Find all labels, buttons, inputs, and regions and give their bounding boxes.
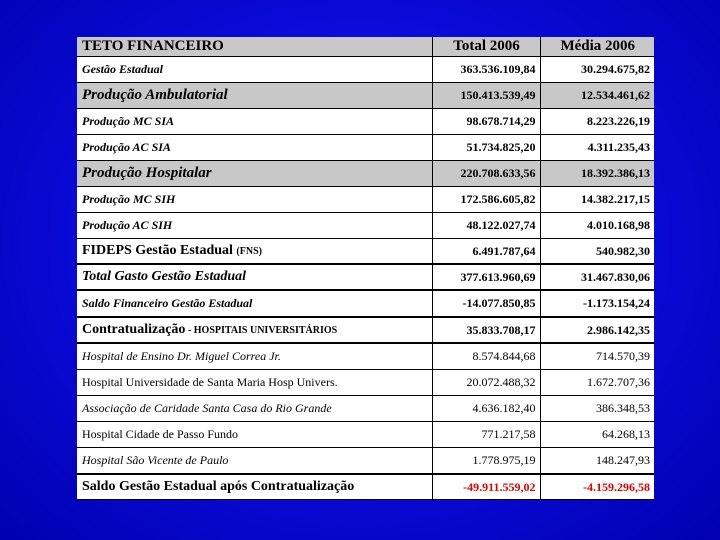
row-gestao-estadual — [77, 57, 654, 83]
row-label — [77, 317, 432, 343]
row-total: 98.678.714,29 — [432, 109, 540, 135]
row-media: 31.467.830,06 — [540, 264, 654, 290]
financial-table-sheet — [77, 37, 654, 500]
row-producao-mc-sia — [77, 109, 654, 135]
row-total: -49.911.559,02 — [432, 474, 540, 500]
row-media: 4.010.168,98 — [540, 213, 654, 239]
row-label: Produção Hospitalar — [77, 161, 432, 187]
row-contratualizacao — [77, 317, 654, 343]
row-saldo-financeiro — [77, 290, 654, 317]
row-total: 20.072.488,32 — [432, 370, 540, 396]
row-label: Saldo Gestão Estadual após Contratualização — [77, 474, 432, 500]
row-producao-ac-sia — [77, 135, 654, 161]
row-hospital — [77, 343, 654, 370]
row-label-suffix: - HOSPITAIS UNIVERSITÁRIOS — [185, 325, 338, 336]
row-label-suffix: (FNS) — [236, 246, 262, 257]
row-media: 2.986.142,35 — [540, 317, 654, 343]
row-total: 363.536.109,84 — [432, 57, 540, 83]
row-label: Saldo Financeiro Gestão Estadual — [77, 290, 432, 317]
row-hospital — [77, 422, 654, 448]
row-total: 172.586.605,82 — [432, 187, 540, 213]
row-saldo-apos-contratualizacao — [77, 474, 654, 500]
row-label: Hospital Universidade de Santa Maria Hosp Univers. — [77, 370, 432, 396]
row-label: Produção AC SIH — [77, 213, 432, 239]
row-hospital — [77, 396, 654, 422]
row-label-text: FIDEPS Gestão Estadual — [82, 243, 233, 258]
row-producao-hospitalar — [77, 161, 654, 187]
row-label: Total Gasto Gestão Estadual — [77, 264, 432, 290]
row-label: Hospital Cidade de Passo Fundo — [77, 422, 432, 448]
header-media-2006: Média 2006 — [540, 37, 654, 57]
header-title: TETO FINANCEIRO — [77, 37, 432, 57]
row-media: 148.247,93 — [540, 448, 654, 475]
row-media: 8.223.226,19 — [540, 109, 654, 135]
row-label: Hospital São Vicente de Paulo — [77, 448, 432, 475]
row-media: -1.173.154,24 — [540, 290, 654, 317]
row-media: 4.311.235,43 — [540, 135, 654, 161]
row-hospital — [77, 448, 654, 475]
row-total: 6.491.787,64 — [432, 239, 540, 265]
row-label: Produção MC SIH — [77, 187, 432, 213]
row-total: 377.613.960,69 — [432, 264, 540, 290]
financial-table — [77, 37, 654, 500]
row-producao-ambulatorial — [77, 83, 654, 109]
row-total: 220.708.633,56 — [432, 161, 540, 187]
row-total-gasto — [77, 264, 654, 290]
row-media: 30.294.675,82 — [540, 57, 654, 83]
row-media: -4.159.296,58 — [540, 474, 654, 500]
row-label: Produção MC SIA — [77, 109, 432, 135]
row-media: 18.392.386,13 — [540, 161, 654, 187]
header-total-2006: Total 2006 — [432, 37, 540, 57]
table-header-row — [77, 37, 654, 57]
row-total: 48.122.027,74 — [432, 213, 540, 239]
row-hospital — [77, 370, 654, 396]
row-media: 14.382.217,15 — [540, 187, 654, 213]
row-media: 64.268,13 — [540, 422, 654, 448]
row-media: 714.570,39 — [540, 343, 654, 370]
row-total: 4.636.182,40 — [432, 396, 540, 422]
row-total: 150.413.539,49 — [432, 83, 540, 109]
row-label: Hospital de Ensino Dr. Miguel Correa Jr. — [77, 343, 432, 370]
row-total: 35.833.708,17 — [432, 317, 540, 343]
row-fideps — [77, 239, 654, 265]
row-media: 1.672.707,36 — [540, 370, 654, 396]
row-label-text: Contratualização — [82, 322, 186, 337]
row-total: 771.217,58 — [432, 422, 540, 448]
row-media: 540.982,30 — [540, 239, 654, 265]
row-label — [77, 239, 432, 265]
row-total: -14.077.850,85 — [432, 290, 540, 317]
row-label: Gestão Estadual — [77, 57, 432, 83]
row-total: 1.778.975,19 — [432, 448, 540, 475]
row-producao-ac-sih — [77, 213, 654, 239]
row-label: Produção Ambulatorial — [77, 83, 432, 109]
row-label: Associação de Caridade Santa Casa do Rio Grande — [77, 396, 432, 422]
row-label: Produção AC SIA — [77, 135, 432, 161]
row-total: 51.734.825,20 — [432, 135, 540, 161]
row-producao-mc-sih — [77, 187, 654, 213]
row-total: 8.574.844,68 — [432, 343, 540, 370]
row-media: 386.348,53 — [540, 396, 654, 422]
row-media: 12.534.461,62 — [540, 83, 654, 109]
